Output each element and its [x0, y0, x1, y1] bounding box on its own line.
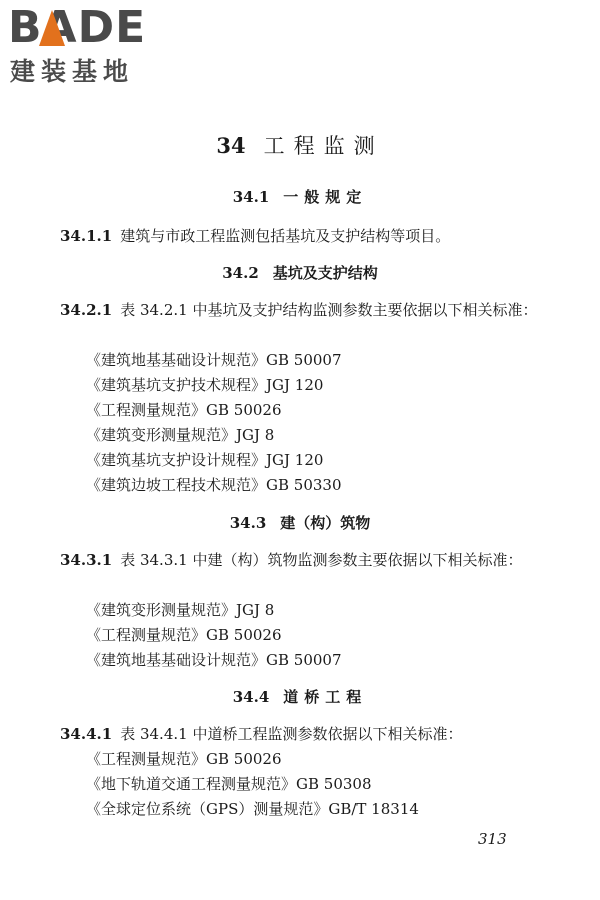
clause-34-2-1 — [60, 298, 540, 323]
section-heading-34-2 — [0, 262, 600, 284]
reference-item: 《建筑基坑支护技术规程》JGJ 120 — [86, 376, 324, 394]
reference-item: 《全球定位系统（GPS）测量规范》GB/T 18314 — [86, 800, 419, 818]
reference-item: 《建筑地基基础设计规范》GB 50007 — [86, 351, 342, 369]
section-title: 基坑及支护结构 — [272, 264, 378, 282]
section-title: 一般规定 — [283, 188, 368, 206]
section-heading-34-3 — [0, 512, 600, 534]
logo-triangle-icon — [39, 10, 65, 46]
clause-text: 表 34.3.1 中建（构）筑物监测参数主要依据以下相关标准： — [120, 551, 523, 569]
logo-wordmark: BADE — [8, 2, 147, 53]
clause-text: 表 34.4.1 中道桥工程监测参数依据以下相关标准： — [120, 725, 463, 743]
section-heading-34-4 — [0, 686, 600, 708]
clause-text: 建筑与市政工程监测包括基坑及支护结构等项目。 — [120, 227, 451, 245]
clause-number: 34.4.1 — [60, 725, 113, 743]
section-title: 建（构）筑物 — [280, 514, 371, 532]
section-title: 道桥工程 — [283, 688, 368, 706]
logo-tagline: 建装基地 — [10, 57, 135, 86]
clause-text: 表 34.2.1 中基坑及支护结构监测参数主要依据以下相关标准： — [120, 301, 538, 319]
bade-logo — [8, 2, 178, 90]
clause-34-1-1 — [60, 224, 540, 249]
page-number: 313 — [478, 830, 507, 848]
clause-number: 34.3.1 — [60, 551, 113, 569]
reference-item: 《工程测量规范》GB 50026 — [86, 626, 282, 644]
section-number: 34.4 — [232, 688, 270, 706]
reference-item: 《建筑变形测量规范》JGJ 8 — [86, 601, 275, 619]
reference-item: 《地下轨道交通工程测量规范》GB 50308 — [86, 775, 372, 793]
clause-34-3-1 — [60, 548, 540, 573]
reference-item: 《工程测量规范》GB 50026 — [86, 401, 282, 419]
reference-item: 《工程测量规范》GB 50026 — [86, 750, 282, 768]
clause-number: 34.2.1 — [60, 301, 113, 319]
section-heading-34-1 — [0, 186, 600, 208]
section-number: 34.3 — [229, 514, 267, 532]
clause-34-4-1 — [60, 722, 540, 747]
reference-item: 《建筑基坑支护设计规程》JGJ 120 — [86, 451, 324, 469]
reference-item: 《建筑地基基础设计规范》GB 50007 — [86, 651, 342, 669]
clause-number: 34.1.1 — [60, 227, 113, 245]
chapter-title-text: 工程监测 — [263, 134, 384, 158]
section-number: 34.1 — [232, 188, 270, 206]
chapter-title — [0, 132, 600, 160]
section-number: 34.2 — [222, 264, 259, 282]
reference-item: 《建筑边坡工程技术规范》GB 50330 — [86, 476, 342, 494]
chapter-number: 34 — [216, 133, 246, 158]
reference-item: 《建筑变形测量规范》JGJ 8 — [86, 426, 275, 444]
